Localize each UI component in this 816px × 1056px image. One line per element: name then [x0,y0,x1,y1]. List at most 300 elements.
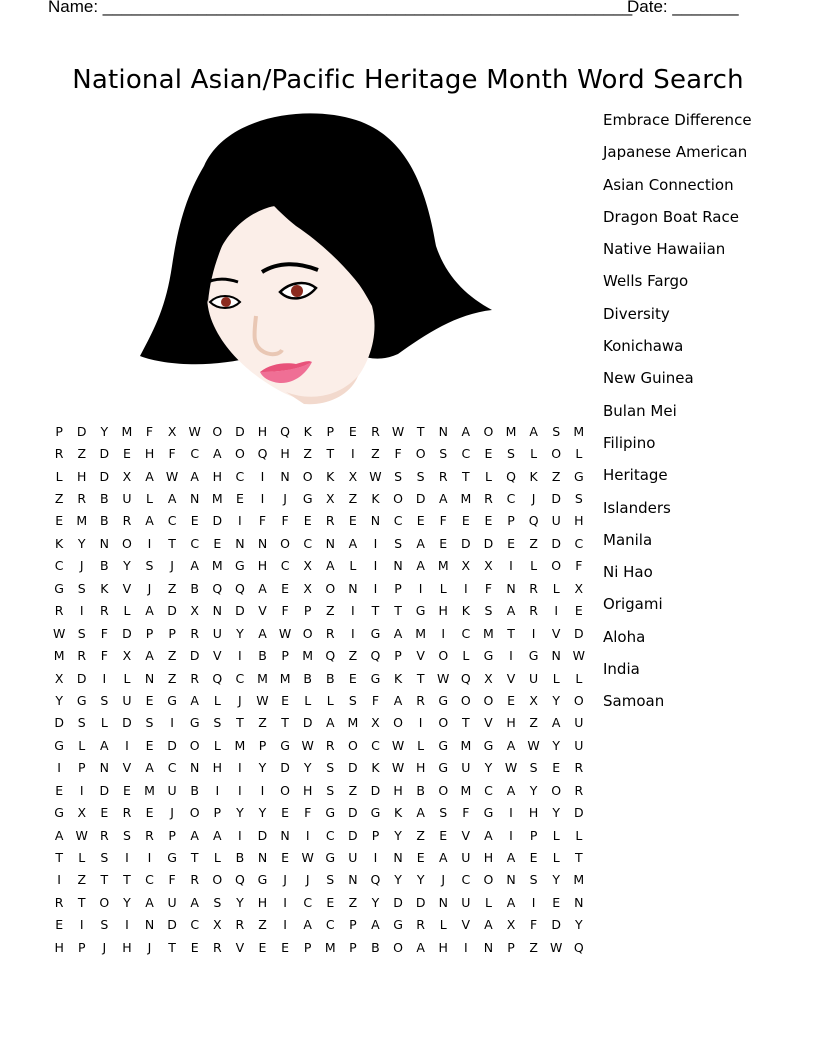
grid-cell[interactable]: E [281,805,290,821]
grid-cell[interactable]: A [258,580,268,596]
grid-cell[interactable]: Y [552,692,561,708]
grid-cell[interactable]: L [552,670,560,686]
grid-cell[interactable]: N [257,850,268,866]
grid-cell[interactable]: K [326,468,335,484]
grid-cell[interactable]: F [100,625,109,641]
grid-cell[interactable]: I [215,782,220,798]
grid-cell[interactable]: M [483,625,495,641]
grid-cell[interactable]: H [506,715,517,731]
grid-cell[interactable]: V [551,625,561,641]
grid-cell[interactable]: E [507,692,516,708]
grid-cell[interactable]: H [257,423,268,439]
grid-cell[interactable]: M [324,939,336,955]
grid-cell[interactable]: C [167,760,177,776]
grid-cell[interactable]: P [529,827,538,843]
grid-cell[interactable]: I [238,782,243,798]
grid-cell[interactable]: L [575,670,583,686]
grid-cell[interactable]: P [349,939,357,955]
grid-cell[interactable]: C [167,513,177,529]
grid-cell[interactable]: A [506,737,516,753]
grid-cell[interactable]: P [303,939,312,955]
grid-cell[interactable]: A [484,917,493,933]
grid-cell[interactable]: I [260,468,265,484]
grid-cell[interactable]: Z [258,715,268,731]
grid-cell[interactable]: Y [394,827,403,843]
grid-cell[interactable]: P [394,648,403,664]
grid-cell[interactable]: A [190,894,200,910]
grid-cell[interactable]: T [416,670,425,686]
grid-cell[interactable]: H [212,760,223,776]
grid-cell[interactable]: A [393,692,403,708]
grid-cell[interactable]: U [122,692,132,708]
grid-cell[interactable]: T [326,446,335,462]
grid-cell[interactable]: N [393,558,404,574]
grid-cell[interactable]: E [258,939,267,955]
grid-cell[interactable]: O [99,894,110,910]
grid-cell[interactable]: E [145,805,154,821]
grid-cell[interactable]: M [279,670,291,686]
grid-cell[interactable]: X [325,491,335,507]
grid-cell[interactable]: Q [212,670,223,686]
grid-cell[interactable]: A [145,760,155,776]
grid-cell[interactable]: D [99,446,110,462]
grid-cell[interactable]: R [574,760,584,776]
grid-cell[interactable]: I [147,850,152,866]
grid-cell[interactable]: L [462,648,470,664]
grid-cell[interactable]: A [190,558,200,574]
grid-cell[interactable]: E [552,894,561,910]
grid-cell[interactable]: I [238,827,243,843]
grid-cell[interactable]: C [303,535,313,551]
grid-cell[interactable]: G [415,603,426,619]
grid-cell[interactable]: E [439,535,448,551]
grid-cell[interactable]: D [280,760,291,776]
grid-cell[interactable]: I [509,558,514,574]
grid-cell[interactable]: Y [484,760,493,776]
grid-cell[interactable]: I [373,850,378,866]
grid-cell[interactable]: J [170,558,175,574]
grid-cell[interactable]: L [530,446,538,462]
grid-cell[interactable]: L [552,850,560,866]
grid-cell[interactable]: C [190,535,200,551]
grid-cell[interactable]: G [483,648,494,664]
grid-cell[interactable]: G [280,737,291,753]
grid-cell[interactable]: I [260,491,265,507]
grid-cell[interactable]: N [506,872,516,888]
grid-cell[interactable]: P [168,625,177,641]
grid-cell[interactable]: F [394,446,402,462]
grid-cell[interactable]: A [551,715,561,731]
grid-cell[interactable]: D [461,535,471,551]
grid-cell[interactable]: Z [348,648,358,664]
grid-cell[interactable]: B [303,670,313,686]
grid-cell[interactable]: G [302,491,313,507]
grid-cell[interactable]: M [460,491,472,507]
grid-cell[interactable]: O [438,648,449,664]
grid-cell[interactable]: H [54,939,65,955]
grid-cell[interactable]: Y [258,805,267,821]
grid-cell[interactable]: D [99,468,110,484]
grid-cell[interactable]: T [236,715,245,731]
grid-cell[interactable]: S [326,872,335,888]
grid-cell[interactable]: L [530,558,538,574]
grid-cell[interactable]: E [213,535,222,551]
grid-cell[interactable]: E [416,513,425,529]
grid-cell[interactable]: U [167,894,177,910]
grid-cell[interactable]: M [460,782,472,798]
grid-cell[interactable]: L [55,468,63,484]
grid-cell[interactable]: I [373,535,378,551]
grid-cell[interactable]: Z [167,670,177,686]
grid-cell[interactable]: N [144,670,155,686]
grid-cell[interactable]: T [394,603,403,619]
grid-cell[interactable]: Z [551,468,561,484]
grid-cell[interactable]: B [416,782,426,798]
grid-cell[interactable]: D [551,535,562,551]
grid-cell[interactable]: E [122,782,132,798]
grid-cell[interactable]: H [574,513,584,529]
grid-cell[interactable]: Q [370,648,381,664]
grid-cell[interactable]: V [213,648,222,664]
grid-cell[interactable]: B [100,558,109,574]
grid-cell[interactable]: W [278,625,292,641]
grid-cell[interactable]: H [212,468,223,484]
grid-cell[interactable]: P [258,737,267,753]
grid-cell[interactable]: Y [394,872,403,888]
grid-cell[interactable]: W [188,423,202,439]
grid-cell[interactable]: L [213,850,222,866]
grid-cell[interactable]: Z [348,491,358,507]
grid-cell[interactable]: R [235,917,245,933]
grid-cell[interactable]: I [125,737,130,753]
grid-cell[interactable]: Y [574,917,583,933]
grid-cell[interactable]: K [100,580,109,596]
grid-cell[interactable]: Z [529,535,539,551]
grid-cell[interactable]: I [238,648,243,664]
grid-cell[interactable]: Y [258,760,267,776]
grid-cell[interactable]: O [212,872,223,888]
grid-cell[interactable]: I [509,648,514,664]
grid-cell[interactable]: A [461,423,471,439]
grid-cell[interactable]: R [416,917,426,933]
grid-cell[interactable]: E [348,513,358,529]
grid-cell[interactable]: C [303,894,313,910]
grid-cell[interactable]: S [122,827,132,843]
grid-cell[interactable]: X [506,917,516,933]
grid-cell[interactable]: S [213,715,222,731]
grid-cell[interactable]: O [280,782,291,798]
grid-cell[interactable]: T [55,850,64,866]
grid-cell[interactable]: T [371,603,380,619]
grid-cell[interactable]: N [506,580,516,596]
grid-cell[interactable]: E [190,513,199,529]
grid-cell[interactable]: L [78,737,86,753]
grid-cell[interactable]: W [572,648,586,664]
grid-cell[interactable]: A [145,468,155,484]
grid-cell[interactable]: H [144,446,155,462]
grid-cell[interactable]: T [168,535,177,551]
grid-cell[interactable]: V [461,827,471,843]
grid-cell[interactable]: I [238,760,243,776]
grid-cell[interactable]: K [55,535,64,551]
grid-cell[interactable]: R [99,603,109,619]
grid-cell[interactable]: O [551,558,562,574]
grid-cell[interactable]: L [439,580,448,596]
grid-cell[interactable]: I [170,715,175,731]
grid-cell[interactable]: R [122,805,132,821]
grid-cell[interactable]: L [575,446,583,462]
grid-cell[interactable]: X [54,670,64,686]
grid-cell[interactable]: H [122,939,132,955]
grid-cell[interactable]: P [303,603,312,619]
grid-cell[interactable]: I [418,715,423,731]
grid-cell[interactable]: L [417,737,425,753]
grid-cell[interactable]: P [507,513,516,529]
grid-cell[interactable]: E [122,446,132,462]
grid-cell[interactable]: N [574,894,584,910]
grid-cell[interactable]: W [75,827,89,843]
grid-cell[interactable]: K [371,760,380,776]
grid-cell[interactable]: C [54,558,64,574]
grid-cell[interactable]: S [552,423,561,439]
grid-cell[interactable]: F [439,513,448,529]
grid-cell[interactable]: X [167,423,177,439]
grid-cell[interactable]: E [529,850,538,866]
grid-cell[interactable]: I [463,580,468,596]
grid-cell[interactable]: S [394,535,403,551]
grid-cell[interactable]: E [281,580,290,596]
grid-cell[interactable]: D [573,625,584,641]
grid-cell[interactable]: D [235,423,246,439]
grid-cell[interactable]: O [347,737,359,753]
grid-cell[interactable]: A [416,805,426,821]
grid-cell[interactable]: D [415,491,426,507]
grid-cell[interactable]: R [484,491,494,507]
grid-cell[interactable]: U [122,491,132,507]
grid-cell[interactable]: J [147,939,152,955]
grid-cell[interactable]: V [258,603,268,619]
grid-cell[interactable]: M [211,491,223,507]
grid-cell[interactable]: O [483,692,494,708]
grid-cell[interactable]: E [55,917,64,933]
grid-cell[interactable]: X [529,692,539,708]
grid-cell[interactable]: X [303,558,313,574]
grid-cell[interactable]: Y [236,894,245,910]
grid-cell[interactable]: R [190,625,200,641]
grid-cell[interactable]: Q [370,872,381,888]
grid-cell[interactable]: L [552,827,560,843]
grid-cell[interactable]: J [305,872,310,888]
grid-cell[interactable]: O [483,423,494,439]
grid-cell[interactable]: M [415,625,427,641]
grid-cell[interactable]: N [280,468,291,484]
grid-cell[interactable]: P [349,917,357,933]
grid-cell[interactable]: W [369,468,382,484]
grid-cell[interactable]: E [574,603,584,619]
grid-cell[interactable]: O [325,580,336,596]
grid-cell[interactable]: I [57,872,62,888]
grid-cell[interactable]: S [439,446,448,462]
grid-cell[interactable]: Z [258,917,268,933]
grid-cell[interactable]: O [189,737,200,753]
grid-cell[interactable]: P [168,827,177,843]
grid-cell[interactable]: G [370,625,381,641]
grid-cell[interactable]: P [371,827,380,843]
grid-cell[interactable]: I [283,894,288,910]
grid-cell[interactable]: E [100,805,109,821]
grid-cell[interactable]: A [145,513,155,529]
grid-cell[interactable]: G [573,468,584,484]
grid-cell[interactable]: R [416,692,426,708]
grid-cell[interactable]: E [145,692,154,708]
grid-cell[interactable]: F [462,805,470,821]
grid-cell[interactable]: D [393,894,404,910]
grid-cell[interactable]: A [438,850,448,866]
grid-cell[interactable]: S [416,468,425,484]
grid-cell[interactable]: B [235,850,245,866]
grid-cell[interactable]: N [144,917,155,933]
grid-cell[interactable]: I [351,446,356,462]
grid-cell[interactable]: Q [234,580,246,596]
grid-cell[interactable]: Q [506,468,517,484]
grid-cell[interactable]: X [303,580,313,596]
grid-cell[interactable]: S [439,805,448,821]
grid-cell[interactable]: X [574,580,584,596]
grid-cell[interactable]: N [551,648,562,664]
grid-cell[interactable]: D [76,423,87,439]
grid-cell[interactable]: D [551,491,562,507]
grid-cell[interactable]: R [77,648,87,664]
grid-cell[interactable]: A [190,692,200,708]
grid-cell[interactable]: Q [528,513,539,529]
grid-cell[interactable]: G [393,917,404,933]
grid-cell[interactable]: Y [236,625,245,641]
grid-cell[interactable]: Z [371,446,381,462]
grid-cell[interactable]: S [394,468,403,484]
grid-cell[interactable]: I [102,670,107,686]
grid-cell[interactable]: V [484,715,493,731]
grid-cell[interactable]: G [483,805,494,821]
grid-cell[interactable]: O [234,446,246,462]
grid-cell[interactable]: G [438,737,449,753]
grid-cell[interactable]: Y [416,872,425,888]
grid-cell[interactable]: O [122,535,133,551]
grid-cell[interactable]: C [484,782,494,798]
grid-cell[interactable]: U [529,670,539,686]
grid-cell[interactable]: D [99,782,110,798]
grid-cell[interactable]: G [438,760,449,776]
grid-cell[interactable]: D [212,513,223,529]
grid-cell[interactable]: A [506,603,516,619]
grid-cell[interactable]: U [461,894,471,910]
grid-cell[interactable]: N [348,580,358,596]
grid-cell[interactable]: O [189,805,200,821]
grid-cell[interactable]: N [348,872,358,888]
grid-cell[interactable]: V [506,670,516,686]
grid-cell[interactable]: F [258,513,267,529]
grid-cell[interactable]: M [53,648,65,664]
grid-cell[interactable]: T [462,468,470,484]
grid-cell[interactable]: W [52,625,66,641]
grid-cell[interactable]: M [144,782,156,798]
grid-cell[interactable]: S [529,872,538,888]
grid-cell[interactable]: R [574,782,584,798]
grid-cell[interactable]: H [483,850,494,866]
grid-cell[interactable]: O [393,939,404,955]
grid-cell[interactable]: M [505,423,517,439]
grid-cell[interactable]: V [122,760,132,776]
grid-cell[interactable]: D [302,715,313,731]
grid-cell[interactable]: W [391,760,405,776]
grid-cell[interactable]: K [393,670,403,686]
grid-cell[interactable]: X [122,648,132,664]
grid-cell[interactable]: I [351,603,356,619]
grid-cell[interactable]: D [189,648,200,664]
grid-cell[interactable]: S [100,917,109,933]
grid-cell[interactable]: O [460,692,472,708]
grid-cell[interactable]: O [551,782,562,798]
grid-cell[interactable]: Z [348,782,358,798]
grid-cell[interactable]: G [370,670,381,686]
grid-cell[interactable]: Y [55,692,64,708]
grid-cell[interactable]: H [393,782,404,798]
grid-cell[interactable]: N [190,491,200,507]
grid-cell[interactable]: O [438,782,449,798]
grid-cell[interactable]: Z [167,648,177,664]
grid-cell[interactable]: A [416,535,426,551]
grid-cell[interactable]: S [145,715,154,731]
grid-cell[interactable]: I [238,513,243,529]
grid-cell[interactable]: M [437,558,449,574]
grid-cell[interactable]: C [190,446,200,462]
grid-cell[interactable]: V [235,939,245,955]
grid-cell[interactable]: D [348,760,358,776]
grid-cell[interactable]: C [235,468,245,484]
grid-cell[interactable]: A [145,648,155,664]
grid-cell[interactable]: P [507,939,516,955]
grid-cell[interactable]: N [483,939,494,955]
grid-cell[interactable]: I [441,625,446,641]
grid-cell[interactable]: E [303,513,312,529]
grid-cell[interactable]: Z [529,715,539,731]
grid-cell[interactable]: J [283,491,288,507]
grid-cell[interactable]: I [373,580,378,596]
grid-cell[interactable]: A [416,939,426,955]
grid-cell[interactable]: Z [167,580,177,596]
grid-cell[interactable]: N [325,535,336,551]
grid-cell[interactable]: I [79,603,84,619]
grid-cell[interactable]: Z [303,446,313,462]
grid-cell[interactable]: T [462,715,470,731]
grid-cell[interactable]: G [483,737,494,753]
grid-cell[interactable]: V [416,648,426,664]
grid-cell[interactable]: D [573,805,584,821]
grid-cell[interactable]: M [121,423,133,439]
grid-cell[interactable]: A [167,491,177,507]
grid-cell[interactable]: N [99,535,110,551]
grid-cell[interactable]: F [484,580,493,596]
grid-cell[interactable]: O [551,446,562,462]
grid-cell[interactable]: B [325,670,335,686]
grid-cell[interactable]: D [348,805,358,821]
grid-cell[interactable]: E [484,446,493,462]
grid-cell[interactable]: G [189,715,200,731]
grid-cell[interactable]: I [283,917,288,933]
grid-cell[interactable]: F [530,917,538,933]
grid-cell[interactable]: R [99,827,109,843]
grid-cell[interactable]: W [391,423,405,439]
grid-cell[interactable]: D [415,894,426,910]
